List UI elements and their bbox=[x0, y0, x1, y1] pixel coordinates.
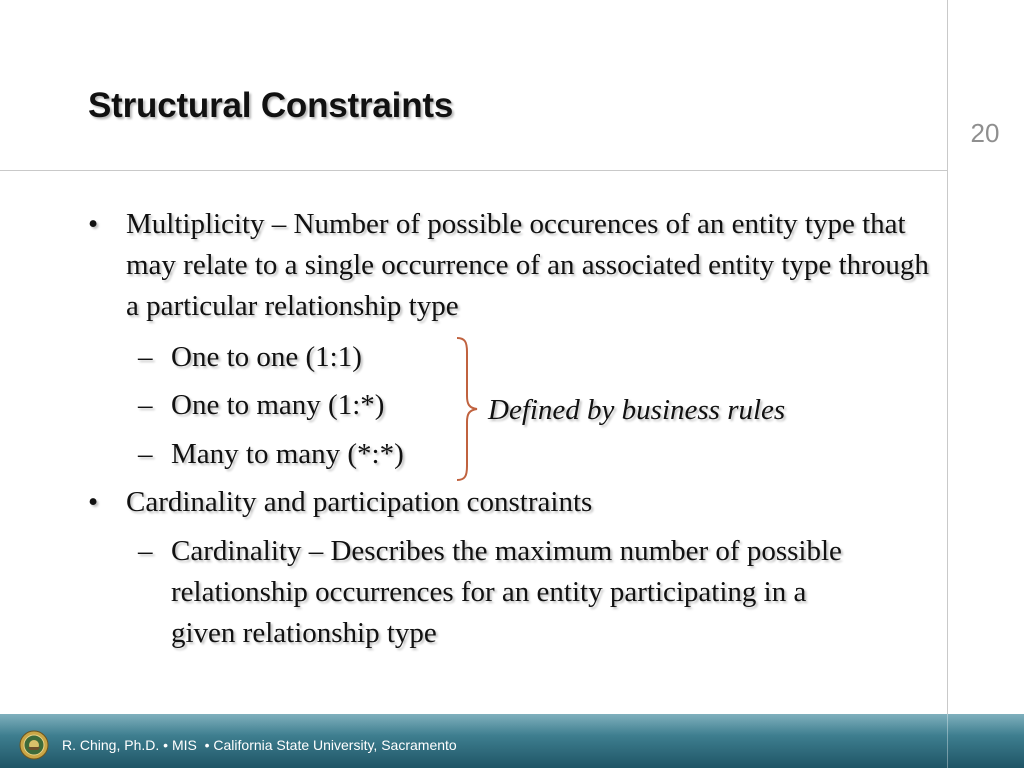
vertical-rule bbox=[947, 0, 948, 714]
sub-bullet-text: One to one (1:1) bbox=[171, 341, 362, 373]
bullet-text: Cardinality and participation constraints bbox=[126, 486, 593, 518]
sub-bullet-text: One to many (1:*) bbox=[171, 389, 385, 421]
sub-bullet-marker: – bbox=[138, 389, 153, 421]
bullet-marker: • bbox=[88, 208, 99, 240]
sub-bullet-marker: – bbox=[138, 341, 153, 373]
footer-divider bbox=[947, 714, 948, 768]
curly-brace-icon bbox=[455, 336, 485, 482]
sub-bullet-marker: – bbox=[138, 438, 153, 470]
business-rules-note: Defined by business rules bbox=[488, 394, 786, 426]
title-divider bbox=[0, 170, 947, 171]
university-seal-icon bbox=[19, 730, 49, 760]
slide-title: Structural Constraints bbox=[88, 86, 454, 125]
bullet-marker: • bbox=[88, 486, 99, 518]
footer-credit: R. Ching, Ph.D. • MIS • California State University, Sacramento bbox=[62, 737, 457, 753]
sub-bullet-text: Cardinality – Describes the maximum number of possible relationship occurrences for an entity participating in a given relationship type bbox=[171, 535, 842, 649]
sub-bullet-marker: – bbox=[138, 535, 153, 567]
bullet-text: Multiplicity – Number of possible occurences of an entity type that may relate to a single occurrence of an associated entity type through a particular relationship type bbox=[126, 208, 929, 322]
slide-number: 20 bbox=[970, 118, 1000, 148]
sub-bullet-text: Many to many (*:*) bbox=[171, 438, 404, 470]
footer-bar bbox=[0, 714, 1024, 768]
